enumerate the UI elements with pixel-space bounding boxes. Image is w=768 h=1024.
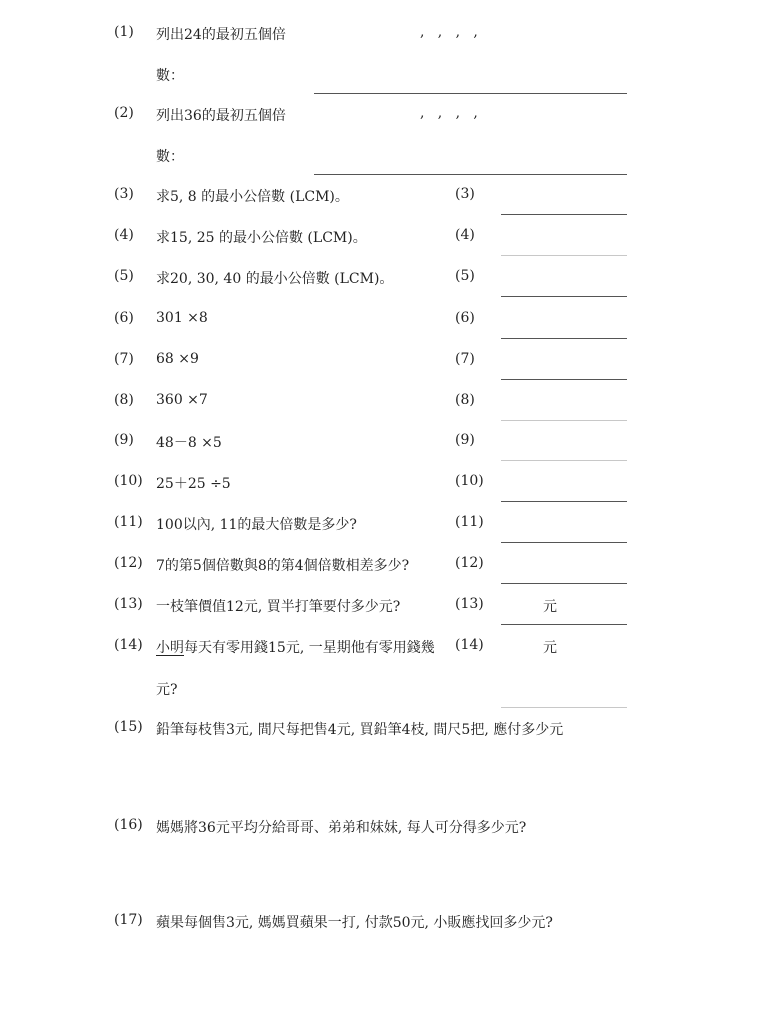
question-number: (16) [114, 817, 143, 833]
question-number: (5) [114, 268, 134, 284]
question-text: 媽媽將36元平均分給哥哥、弟弟和妹妹, 每人可分得多少元? [156, 820, 527, 836]
answer-label: (5) [455, 268, 475, 284]
answer-label: (7) [455, 351, 475, 367]
question-text: 求15, 25 的最小公倍數 (LCM)。 [156, 230, 367, 246]
answer-label: (12) [455, 555, 484, 571]
answer-line[interactable] [501, 338, 627, 339]
question-number: (14) [114, 637, 143, 653]
answer-line[interactable] [501, 707, 627, 708]
answer-commas: , , , , [420, 24, 478, 40]
answer-label: (8) [455, 392, 475, 408]
question-number: (1) [114, 24, 134, 40]
answer-label: (11) [455, 514, 484, 530]
question-number: (4) [114, 227, 134, 243]
question-number: (12) [114, 555, 143, 571]
answer-line[interactable] [501, 501, 627, 502]
question-text-continued: 數： [156, 68, 184, 84]
question-text: 列出24的最初五個倍 [156, 27, 286, 43]
question-number: (6) [114, 310, 134, 326]
question-text-body: 每天有零用錢15元, 一星期他有零用錢幾 [184, 640, 435, 656]
answer-line[interactable] [501, 624, 627, 625]
question-text: 蘋果每個售3元, 媽媽買蘋果一打, 付款50元, 小販應找回多少元? [156, 915, 553, 931]
answer-label: (6) [455, 310, 475, 326]
question-number: (10) [114, 473, 143, 489]
person-name: 小明 [156, 640, 184, 656]
question-text: 68 ×9 [156, 351, 199, 367]
question-text: 301 ×8 [156, 310, 208, 326]
question-text: 48－8 ×5 [156, 435, 222, 451]
answer-line[interactable] [501, 379, 627, 380]
answer-label: (13) [455, 596, 484, 612]
question-text: 100以內, 11的最大倍數是多少? [156, 517, 357, 533]
question-text: 25＋25 ÷5 [156, 476, 231, 492]
answer-line[interactable] [501, 460, 627, 461]
answer-line[interactable] [501, 583, 627, 584]
answer-unit: 元 [543, 640, 557, 656]
question-number: (15) [114, 719, 143, 735]
question-text: 鉛筆每枝售3元, 間尺每把售4元, 買鉛筆4枝, 間尺5把, 應付多少元 [156, 722, 564, 738]
answer-unit: 元 [543, 599, 557, 615]
question-number: (8) [114, 392, 134, 408]
answer-line[interactable] [501, 255, 627, 256]
answer-line[interactable] [314, 93, 627, 94]
question-text [156, 637, 435, 657]
question-text: 360 ×7 [156, 392, 208, 408]
answer-label: (3) [455, 186, 475, 202]
answer-commas: , , , , [420, 105, 478, 121]
answer-label: (9) [455, 432, 475, 448]
question-number: (3) [114, 186, 134, 202]
question-text-continued: 數： [156, 149, 184, 165]
question-number: (11) [114, 514, 143, 530]
question-number: (2) [114, 105, 134, 121]
question-text-continued: 元? [156, 682, 178, 698]
question-text: 列出36的最初五個倍 [156, 108, 286, 124]
answer-label: (10) [455, 473, 484, 489]
answer-line[interactable] [314, 174, 627, 175]
question-text: 求5, 8 的最小公倍數 (LCM)。 [156, 189, 349, 205]
answer-label: (4) [455, 227, 475, 243]
answer-line[interactable] [501, 296, 627, 297]
answer-line[interactable] [501, 542, 627, 543]
answer-line[interactable] [501, 214, 627, 215]
question-text: 求20, 30, 40 的最小公倍數 (LCM)。 [156, 271, 394, 287]
question-text: 7的第5個倍數與8的第4個倍數相差多少? [156, 558, 410, 574]
answer-label: (14) [455, 637, 484, 653]
question-number: (17) [114, 912, 143, 928]
question-number: (7) [114, 351, 134, 367]
question-number: (9) [114, 432, 134, 448]
question-text: 一枝筆價值12元, 買半打筆要付多少元? [156, 599, 401, 615]
answer-line[interactable] [501, 420, 627, 421]
question-number: (13) [114, 596, 143, 612]
